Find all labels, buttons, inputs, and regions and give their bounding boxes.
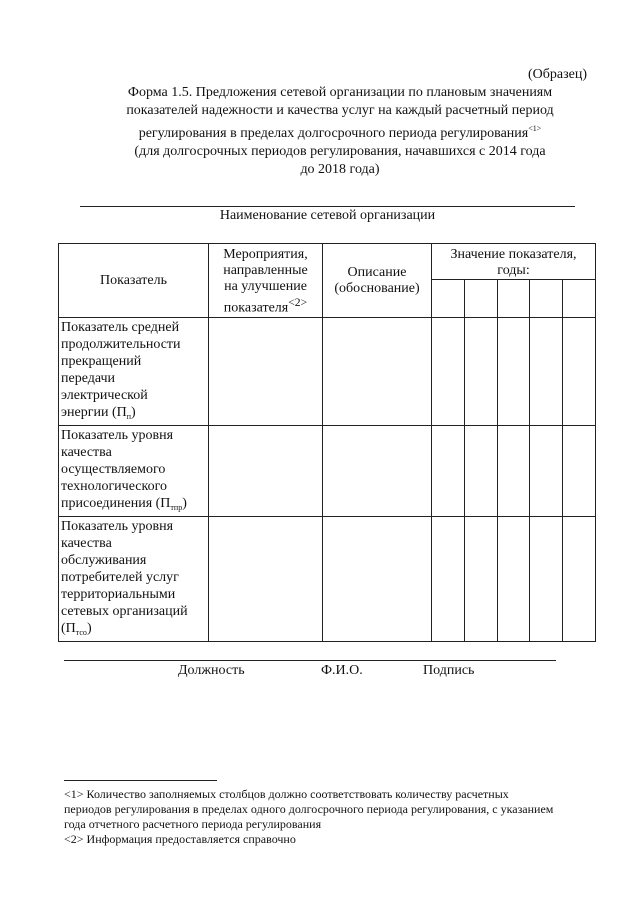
title-line-3 xyxy=(60,120,620,143)
signature-line xyxy=(64,660,556,661)
footnote-separator xyxy=(64,780,217,781)
title-line-5: до 2018 года) xyxy=(300,162,380,177)
table-row xyxy=(59,318,596,426)
indicators-table xyxy=(58,243,596,642)
title-line-4: (для долгосрочных периодов регулирования, начавшихся с 2014 года xyxy=(134,144,546,159)
footnotes xyxy=(64,787,604,847)
description-cell[interactable] xyxy=(323,517,432,642)
header-indicator: Показатель xyxy=(59,244,209,318)
value-cell[interactable] xyxy=(465,426,498,517)
year-column-2[interactable] xyxy=(465,280,498,318)
value-cell[interactable] xyxy=(530,517,563,642)
year-column-5[interactable] xyxy=(563,280,596,318)
sample-label: (Образец) xyxy=(528,67,588,82)
header-values: Значение показателя, годы: xyxy=(432,244,596,280)
org-name-label: Наименование сетевой организации xyxy=(219,208,436,223)
value-cell[interactable] xyxy=(563,318,596,426)
value-cell[interactable] xyxy=(465,318,498,426)
footnote-1-line-1: <1> Количество заполняемых столбцов должно соответствовать количеству расчетных xyxy=(64,787,509,801)
footnote-1-line-3: года отчетного расчетного периода регулирования xyxy=(64,817,322,831)
value-cell[interactable] xyxy=(432,426,465,517)
measures-cell[interactable] xyxy=(209,517,323,642)
footnote-mark-1: <1> xyxy=(528,124,542,133)
footnote-1-line-2: периодов регулирования в пределах одного долгосрочного периода регулирования, с указанием xyxy=(64,802,554,816)
value-cell[interactable] xyxy=(432,517,465,642)
value-cell[interactable] xyxy=(530,318,563,426)
table-row xyxy=(59,517,596,642)
year-column-4[interactable] xyxy=(530,280,563,318)
value-cell[interactable] xyxy=(530,426,563,517)
value-cell[interactable] xyxy=(498,426,530,517)
title-line-2: показателей надежности и качества услуг на каждый расчетный период xyxy=(126,103,554,118)
year-column-3[interactable] xyxy=(498,280,530,318)
title-line-3-text: регулирования в пределах долгосрочного периода регулирования xyxy=(138,126,529,141)
description-cell[interactable] xyxy=(323,318,432,426)
value-cell[interactable] xyxy=(465,517,498,642)
title-line-1: Форма 1.5. Предложения сетевой организации по плановым значениям xyxy=(127,85,553,100)
footnote-mark-2: <2> xyxy=(288,296,308,309)
indicator-interruption-duration: Показатель средней продолжительности прекращений передачи электрической энергии $(П_п)$ xyxy=(59,318,209,426)
value-cell[interactable] xyxy=(563,517,596,642)
org-name-line xyxy=(80,206,575,207)
value-cell[interactable] xyxy=(498,318,530,426)
full-name-label: Ф.И.О. xyxy=(321,663,363,678)
header-description: Описание (обоснование) xyxy=(323,244,432,318)
signature-label: Подпись xyxy=(423,663,475,678)
value-cell[interactable] xyxy=(498,517,530,642)
footnote-2: <2> Информация предоставляется справочно xyxy=(64,832,296,846)
value-cell[interactable] xyxy=(563,426,596,517)
year-column-1[interactable] xyxy=(432,280,465,318)
indicator-connection-quality: Показатель уровня качества осуществляемого технологического присоединения $(П_{тпр})$ xyxy=(59,426,209,517)
position-label: Должность xyxy=(178,663,245,678)
value-cell[interactable] xyxy=(432,318,465,426)
table-row xyxy=(59,426,596,517)
measures-cell[interactable] xyxy=(209,426,323,517)
measures-cell[interactable] xyxy=(209,318,323,426)
indicator-service-quality: Показатель уровня качества обслуживания потребителей услуг территориальными сетевых организаций $(П_{тсо})$ xyxy=(59,517,209,642)
description-cell[interactable] xyxy=(323,426,432,517)
form-title xyxy=(60,84,620,179)
header-measures: Мероприятия, направленные на улучшение показателя$^{<2>}$ xyxy=(209,244,323,318)
